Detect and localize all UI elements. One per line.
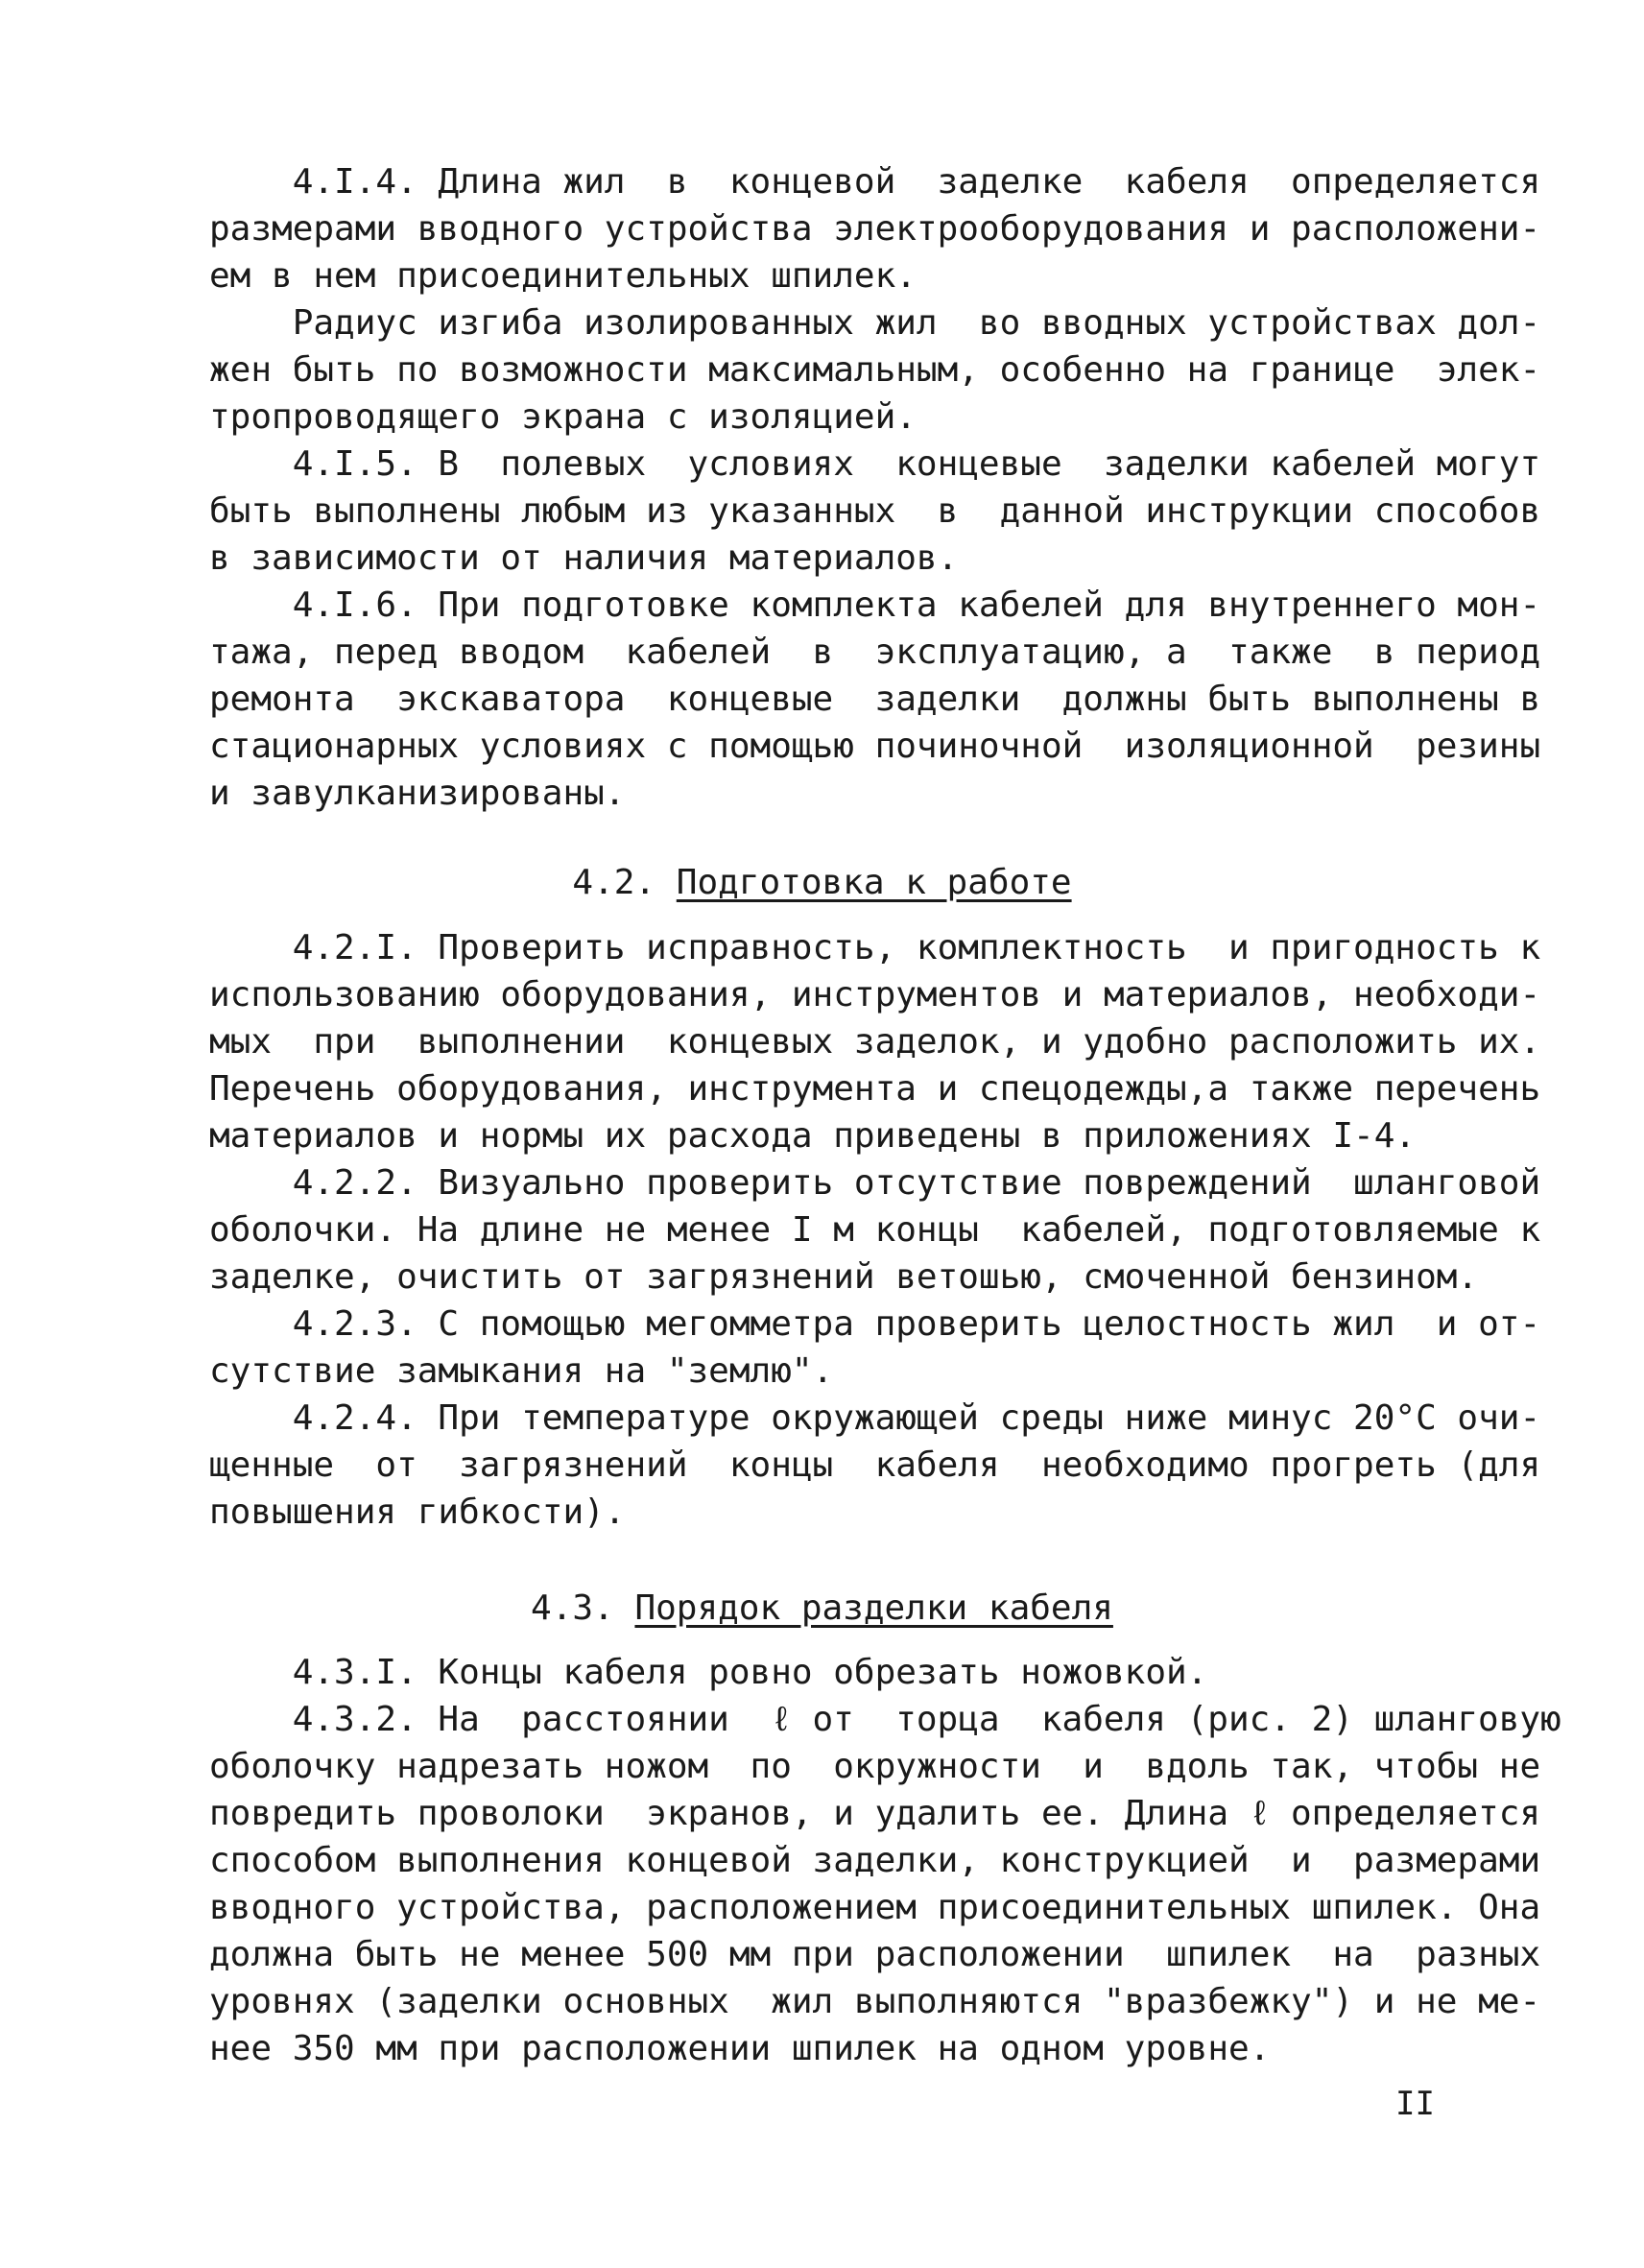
text-line: должна быть не менее 500 мм при расположении шпилек на разных (209, 1935, 1541, 1974)
paragraph-4-1-5 (209, 441, 1541, 582)
text-line: повышения гибкости). (209, 1492, 626, 1532)
text-line: 4.3.I. Концы кабеля ровно обрезать ножовкой. (209, 1653, 1208, 1692)
text-line: повредить проволоки экранов, и удалить ее. Длина ℓ определяется (209, 1794, 1541, 1833)
text-line: заделке, очистить от загрязнений ветошью, смоченной бензином. (209, 1257, 1479, 1297)
text-line: тажа, перед вводом кабелей в эксплуатацию, а также в период (209, 633, 1541, 672)
text-line: 4.2.4. При температуре окружающей среды ниже минус 20°С очи- (209, 1398, 1541, 1438)
paragraph-4-1-6 (209, 582, 1541, 817)
text-line: вводного устройства, расположением присоединительных шпилек. Она (209, 1888, 1541, 1927)
paragraph-4-3-2 (209, 1696, 1561, 2072)
text-line: мых при выполнении концевых заделок, и удобно расположить их. (209, 1022, 1541, 1062)
paragraph-4-3-1 (209, 1649, 1457, 1696)
text-line: нее 350 мм при расположении шпилек на одном уровне. (209, 2029, 1271, 2068)
section-number: 4.2. (572, 863, 656, 902)
text-line: 4.2.2. Визуально проверить отсутствие повреждений шланговой (209, 1163, 1541, 1203)
text-line: сутствие замыкания на "землю". (209, 1351, 834, 1391)
section-number: 4.3. (531, 1588, 614, 1628)
text-line: 4.I.6. При подготовке комплекта кабелей для внутреннего мон- (209, 585, 1541, 625)
section-heading-4-3 (0, 1585, 1644, 1632)
page-number: II (1395, 2085, 1435, 2123)
text-line: ремонта экскаватора концевые заделки должны быть выполнены в (209, 680, 1541, 719)
paragraph-4-2-3 (209, 1301, 1541, 1395)
text-line: использованию оборудования, инструментов и материалов, необходи- (209, 975, 1541, 1015)
paragraph-4-2-2 (209, 1159, 1541, 1301)
text-line: быть выполнены любым из указанных в данной инструкции способов (209, 491, 1541, 531)
text-line: 4.I.5. В полевых условиях концевые заделки кабелей могут (209, 444, 1541, 484)
text-line: и завулканизированы. (209, 774, 626, 813)
text-line: щенные от загрязнений концы кабеля необходимо прогреть (для (209, 1445, 1541, 1485)
text-line: размерами вводного устройства электрооборудования и расположени- (209, 209, 1541, 249)
text-line: тропроводящего экрана с изоляцией. (209, 397, 917, 437)
text-line: 4.3.2. На расстоянии ℓ от торца кабеля (рис. 2) шланговую (209, 1700, 1561, 1739)
text-line: оболочку надрезать ножом по окружности и вдоль так, чтобы не (209, 1747, 1541, 1786)
text-line: оболочки. На длине не менее I м концы кабелей, подготовляемые к (209, 1210, 1541, 1250)
section-title: Порядок разделки кабеля (634, 1588, 1113, 1628)
text-line: Радиус изгиба изолированных жил во вводных устройствах дол- (209, 303, 1541, 343)
paragraph-4-2-1 (209, 924, 1541, 1159)
text-line: стационарных условиях с помощью починочной изоляционной резины (209, 727, 1541, 766)
text-line: 4.I.4. Длина жил в концевой заделке кабеля определяется (209, 162, 1541, 202)
text-line: 4.2.I. Проверить исправность, комплектность и пригодность к (209, 928, 1541, 967)
text-line: Перечень оборудования, инструмента и спецодежды,а также перечень (209, 1069, 1541, 1109)
text-line: в зависимости от наличия материалов. (209, 538, 959, 578)
paragraph-4-2-4 (209, 1395, 1541, 1536)
section-title: Подготовка к работе (676, 863, 1072, 902)
paragraph-bend-radius (209, 299, 1541, 441)
text-line: способом выполнения концевой заделки, конструкцией и размерами (209, 1841, 1541, 1880)
text-line: ем в нем присоединительных шпилек. (209, 256, 917, 296)
text-line: жен быть по возможности максимальным, особенно на границе элек- (209, 350, 1541, 390)
paragraph-4-1-4 (209, 158, 1541, 299)
text-line: уровнях (заделки основных жил выполняются "вразбежку") и не ме- (209, 1982, 1541, 2021)
section-heading-4-2 (0, 859, 1644, 906)
text-line: материалов и нормы их расхода приведены в приложениях I-4. (209, 1116, 1417, 1156)
text-line: 4.2.3. С помощью мегомметра проверить целостность жил и от- (209, 1304, 1541, 1344)
